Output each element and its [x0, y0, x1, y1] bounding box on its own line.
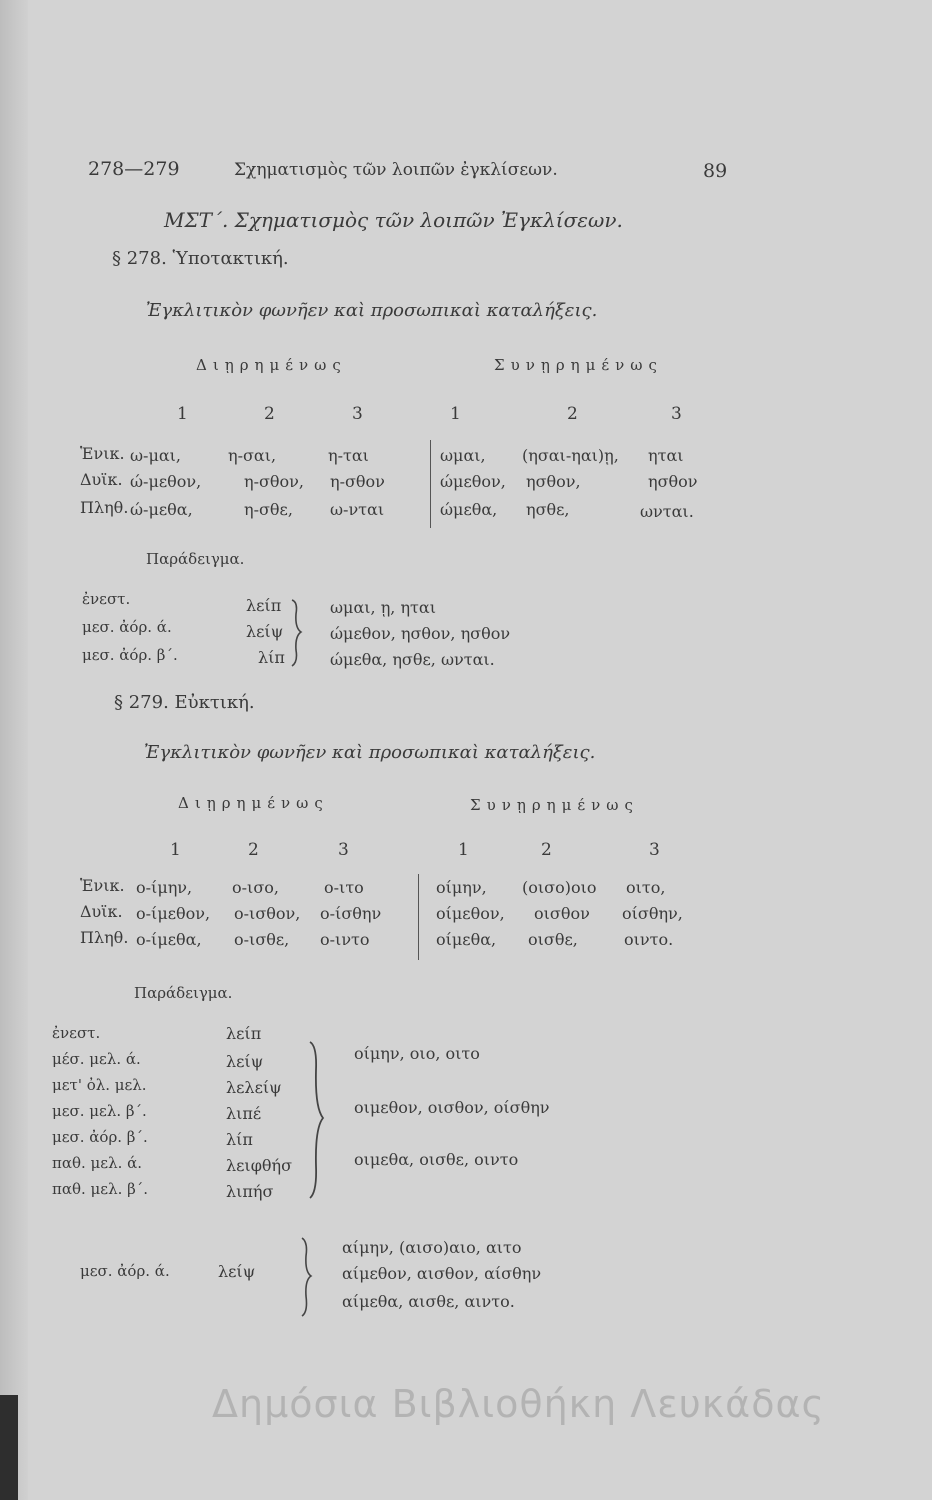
subj-ending: ώμεθα,	[440, 500, 498, 519]
row-label-dual: Δυϊκ.	[80, 902, 123, 921]
example-label: μεσ. ἀόρ. ά.	[80, 1262, 170, 1280]
example-label: μεσ. ἀόρ. β΄.	[82, 646, 178, 664]
opt-ending: οιτο,	[626, 878, 666, 897]
example-stem: λειφθήσ	[226, 1156, 293, 1175]
brace-icon	[290, 598, 304, 668]
header-title: Σχηματισμὸς τῶν λοιπῶν ἐγκλίσεων.	[234, 160, 558, 180]
opt-ending: οισθον	[534, 904, 590, 923]
subjunctive-subtitle: Ἐγκλιτικὸν φωνῆεν καὶ προσωπικαὶ καταλήξεις.	[146, 300, 598, 321]
opt-ending: ο-ισθε,	[234, 930, 290, 949]
opt-num: 1	[170, 840, 181, 860]
subj-ending: (ησαι-ηαι)ῃ,	[522, 446, 619, 465]
example-stem: λίπ	[258, 648, 285, 667]
section-278-heading: § 278. Ὑποτακτική.	[112, 248, 289, 269]
opt-num: 2	[248, 840, 259, 860]
opt-ending: ο-ίμην,	[136, 878, 193, 897]
row-label-singular: Ἑνικ.	[80, 876, 125, 895]
example-label: ἐνεστ.	[52, 1024, 101, 1042]
book-gutter	[0, 0, 28, 1500]
row-label-singular: Ἑνικ.	[80, 444, 125, 463]
example-endings: ώμεθα, ησθε, ωνται.	[330, 650, 495, 669]
subj-ending: ησθον,	[526, 472, 581, 491]
opt-num: 2	[541, 840, 552, 860]
example-endings: ωμαι, ῃ, ηται	[330, 598, 436, 617]
subj-num: 2	[264, 404, 275, 424]
opt-ending: οισθε,	[528, 930, 578, 949]
example-endings: αίμεθα, αισθε, αιντο.	[342, 1292, 515, 1311]
opt-ending: οίσθην,	[622, 904, 683, 923]
subj-ending: ησθε,	[526, 500, 570, 519]
subj-head-contracted: Συνῃρημένως	[494, 356, 663, 374]
brace-icon	[308, 1040, 326, 1200]
row-label-plural: Πληθ.	[80, 928, 129, 947]
opt-ending: ο-ίμεθα,	[136, 930, 202, 949]
subj-ending: ησθον	[648, 472, 698, 491]
opt-ending: ο-ισθον,	[234, 904, 301, 923]
example-endings: οιμεθα, οισθε, οιντο	[354, 1150, 519, 1169]
example-endings: αίμην, (αισο)αιο, αιτο	[342, 1238, 522, 1257]
subj-num: 1	[450, 404, 461, 424]
subj-ending: ω-μαι,	[130, 446, 182, 465]
example-label: παθ. μελ. ά.	[52, 1154, 143, 1172]
subj-num: 2	[567, 404, 578, 424]
opt-head-uncontracted: Διῃρημένως	[178, 794, 329, 812]
subj-example-heading: Παράδειγμα.	[146, 550, 245, 568]
example-label: ἐνεστ.	[82, 590, 131, 608]
subj-ending: η-σθον,	[244, 472, 304, 491]
example-stem: λίπ	[226, 1130, 253, 1149]
example-endings: οιμεθον, οισθον, οίσθην	[354, 1098, 550, 1117]
subj-ending: ηται	[648, 446, 684, 465]
subj-ending: ωνται.	[640, 502, 694, 521]
example-label: μεσ. ἀόρ. ά.	[82, 618, 172, 636]
opt-example-heading: Παράδειγμα.	[134, 984, 233, 1002]
subj-num: 3	[671, 404, 682, 424]
subj-head-uncontracted: Διῃρημένως	[196, 356, 347, 374]
example-stem: λιπέ	[226, 1104, 262, 1123]
example-stem: λελείψ	[226, 1078, 282, 1097]
row-label-plural: Πληθ.	[80, 498, 129, 517]
page-number: 89	[703, 160, 728, 182]
opt-ending: οίμην,	[436, 878, 487, 897]
opt-ending: ο-ιτο	[324, 878, 364, 897]
subj-ending: ώμεθον,	[440, 472, 506, 491]
subj-ending: ώ-μεθον,	[130, 472, 202, 491]
library-watermark: Δημόσια Βιβλιοθήκη Λευκάδας	[212, 1382, 825, 1426]
subj-ending: ωμαι,	[440, 446, 486, 465]
example-label: μεσ. μελ. β΄.	[52, 1102, 147, 1120]
section-279-heading: § 279. Εὐκτική.	[114, 692, 255, 713]
opt-head-contracted: Συνῃρημένως	[470, 796, 639, 814]
example-stem: λιπήσ	[226, 1182, 274, 1201]
example-endings: αίμεθον, αισθον, αίσθην	[342, 1264, 542, 1283]
subj-ending: ώ-μεθα,	[130, 500, 193, 519]
opt-ending: (οισο)οιο	[522, 878, 597, 897]
chapter-title: ΜΣΤ΄. Σχηματισμὸς τῶν λοιπῶν Ἐγκλίσεων.	[164, 208, 623, 232]
example-label: παθ. μελ. β΄.	[52, 1180, 149, 1198]
example-stem: λείψ	[226, 1052, 264, 1071]
opt-num: 1	[458, 840, 469, 860]
scan-shadow	[0, 1395, 18, 1500]
optative-subtitle: Ἐγκλιτικὸν φωνῆεν καὶ προσωπικαὶ καταλήξεις.	[144, 742, 596, 763]
example-label: μέσ. μελ. ά.	[52, 1050, 141, 1068]
example-stem: λείψ	[246, 622, 284, 641]
opt-ending: ο-ίσθην	[320, 904, 382, 923]
example-stem: λείψ	[218, 1262, 256, 1281]
subj-num: 3	[352, 404, 363, 424]
row-label-dual: Δυϊκ.	[80, 470, 123, 489]
example-endings: οίμην, οιο, οιτο	[354, 1044, 480, 1063]
example-label: μετ' ὀλ. μελ.	[52, 1076, 147, 1094]
column-divider	[418, 874, 419, 960]
subj-ending: η-σαι,	[228, 446, 277, 465]
column-divider	[430, 440, 431, 528]
opt-ending: οιντο.	[624, 930, 674, 949]
opt-ending: ο-ίμεθον,	[136, 904, 211, 923]
opt-ending: οίμεθα,	[436, 930, 497, 949]
opt-ending: οίμεθον,	[436, 904, 505, 923]
brace-icon	[300, 1236, 314, 1318]
example-stem: λείπ	[226, 1024, 262, 1043]
subj-ending: η-σθε,	[244, 500, 293, 519]
opt-num: 3	[338, 840, 349, 860]
opt-num: 3	[649, 840, 660, 860]
subj-ending: η-σθον	[330, 472, 385, 491]
subj-ending: η-ται	[328, 446, 369, 465]
example-stem: λείπ	[246, 596, 282, 615]
example-endings: ώμεθον, ησθον, ησθον	[330, 624, 511, 643]
example-label: μεσ. ἀόρ. β΄.	[52, 1128, 148, 1146]
subj-ending: ω-νται	[330, 500, 385, 519]
header-section-range: 278—279	[88, 158, 180, 180]
subj-num: 1	[177, 404, 188, 424]
opt-ending: ο-ισο,	[232, 878, 279, 897]
opt-ending: ο-ιντο	[320, 930, 370, 949]
